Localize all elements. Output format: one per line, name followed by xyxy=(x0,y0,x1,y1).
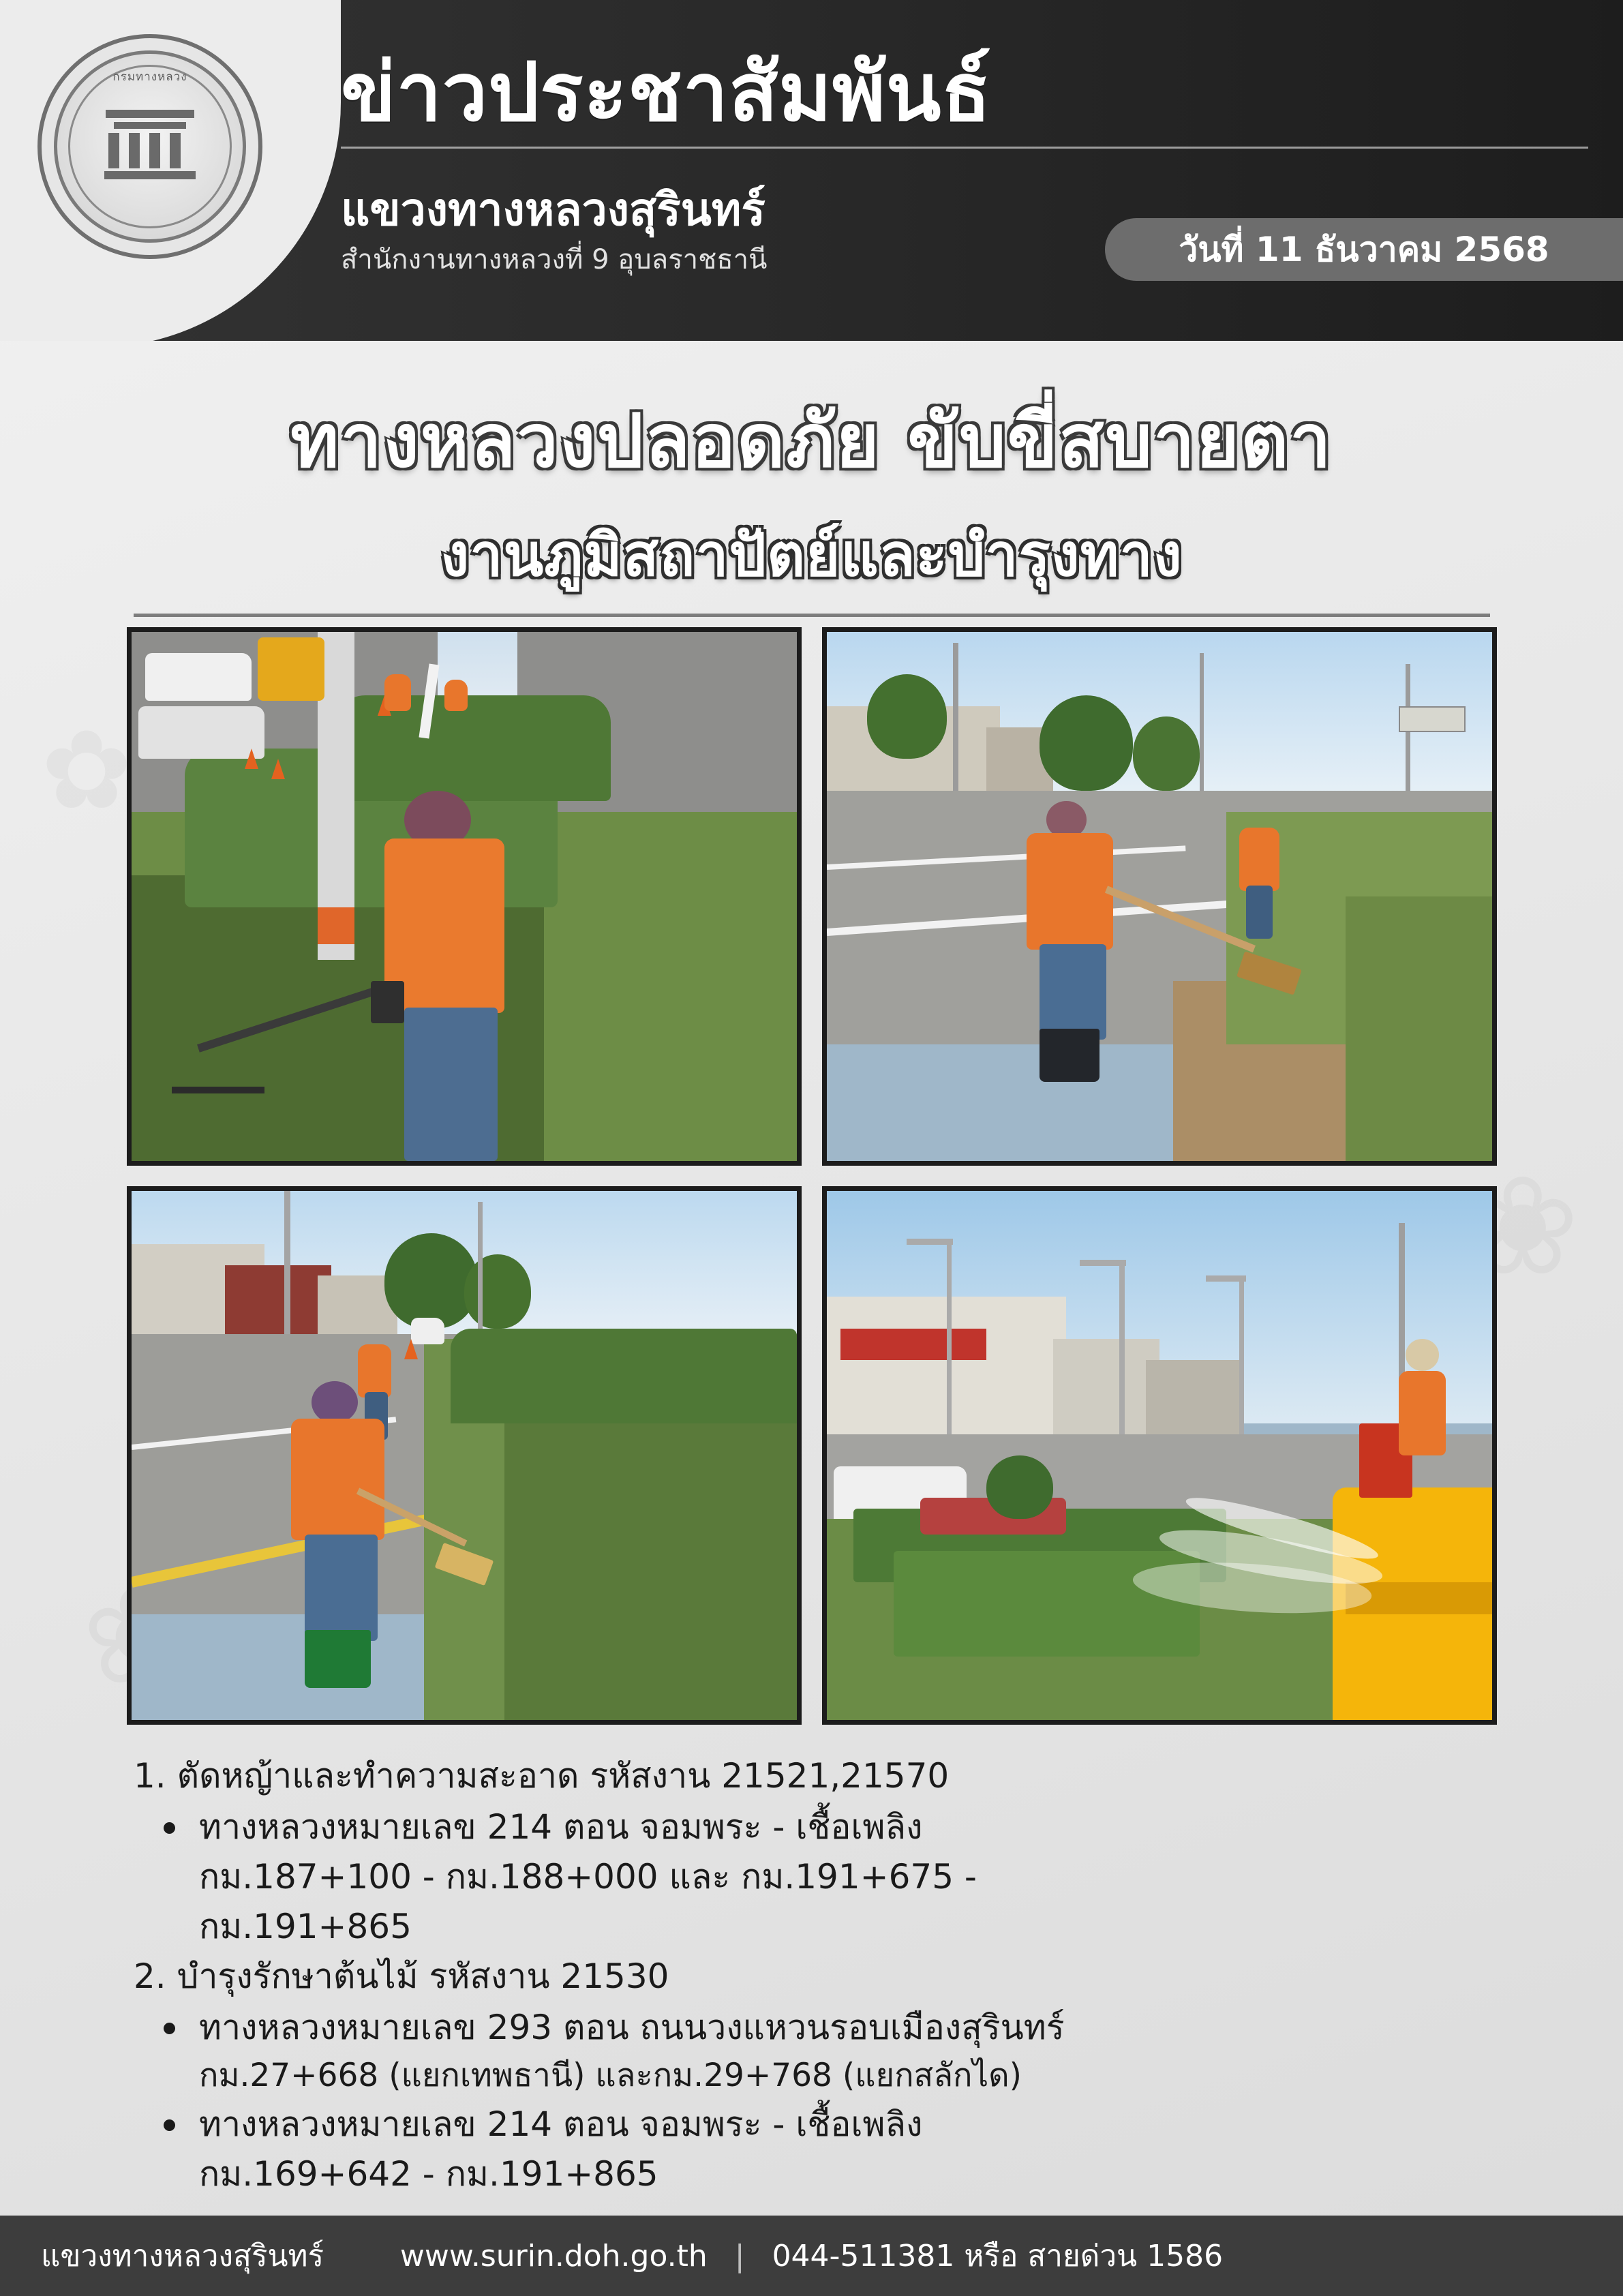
date-badge xyxy=(1105,218,1623,281)
title-divider xyxy=(134,614,1490,617)
photo-1-scene xyxy=(132,632,797,1161)
photo-2 xyxy=(822,627,1497,1166)
work-item-1-heading: 1. ตัดหญ้าและทำความสะอาด รหัสงาน 21521,21570 xyxy=(134,1756,950,1796)
department-of-highways-seal-icon xyxy=(37,34,262,259)
photo-3 xyxy=(127,1186,802,1725)
photo-4 xyxy=(822,1186,1497,1725)
work-item-2-bullet-1-line-2: กม.27+668 (แยกเทพธานี) และกม.29+768 (แยกสลักได) xyxy=(199,2057,1022,2094)
bullet-dot-icon xyxy=(164,2023,175,2034)
work-item-2-bullet-2 xyxy=(134,2100,1504,2149)
work-item-2-bullet-1 xyxy=(134,2004,1504,2052)
work-item-2-heading: 2. บำรุงรักษาต้นไม้ รหัสงาน 21530 xyxy=(134,1957,669,1996)
bullet-text: ทางหลวงหมายเลข 293 ตอน ถนนวงแหวนรอบเมืองสุรินทร์ xyxy=(199,2008,1065,2047)
footer-phone: 044-511381 หรือ สายด่วน 1586 xyxy=(772,2239,1224,2274)
photo-3-scene xyxy=(132,1191,797,1720)
bg-decoration xyxy=(41,716,132,825)
work-item-1-bullet-1 xyxy=(134,1803,1504,1852)
page-header xyxy=(0,0,1623,341)
photo-2-scene xyxy=(827,632,1492,1161)
photo-4-scene xyxy=(827,1191,1492,1720)
bullet-dot-icon xyxy=(164,2119,175,2131)
footer-separator: | xyxy=(734,2239,745,2274)
seal-glyph xyxy=(99,106,201,187)
footer-website[interactable]: www.surin.doh.go.th xyxy=(399,2239,708,2274)
work-item-2-bullet-2-line-2: กม.169+642 - กม.191+865 xyxy=(199,2154,658,2194)
date-text: วันที่ 11 ธันวาคม 2568 xyxy=(1179,229,1549,269)
bullet-text: ทางหลวงหมายเลข 214 ตอน จอมพระ - เชื้อเพลิง xyxy=(199,2104,923,2144)
header-divider xyxy=(341,147,1588,149)
page-title: ข่าวประชาสัมพันธ์ xyxy=(341,45,992,139)
seal-caption: กรมทางหลวง xyxy=(112,70,187,84)
work-item-1-bullet-1-line-3: กม.191+865 xyxy=(199,1907,412,1946)
work-details xyxy=(134,1752,1504,2200)
bullet-dot-icon xyxy=(164,1822,175,1834)
organization-subtitle: สำนักงานทางหลวงที่ 9 อุบลราชธานี xyxy=(341,244,768,275)
photo-grid xyxy=(127,627,1497,1732)
campaign-subtitle: งานภูมิสถาปัตย์และบำรุงทาง xyxy=(440,522,1183,590)
photo-1 xyxy=(127,627,802,1166)
campaign-title: ทางหลวงปลอดภัย ขับขี่สบายตา xyxy=(290,399,1333,484)
seal-inner-ring xyxy=(54,50,246,243)
footer-org-name: แขวงทางหลวงสุรินทร์ xyxy=(41,2239,324,2274)
page-footer xyxy=(0,2216,1623,2296)
organization-name: แขวงทางหลวงสุรินทร์ xyxy=(341,183,765,236)
work-item-1-bullet-1-line-2: กม.187+100 - กม.188+000 และ กม.191+675 - xyxy=(199,1857,977,1897)
bullet-text: ทางหลวงหมายเลข 214 ตอน จอมพระ - เชื้อเพลิง xyxy=(199,1807,923,1847)
